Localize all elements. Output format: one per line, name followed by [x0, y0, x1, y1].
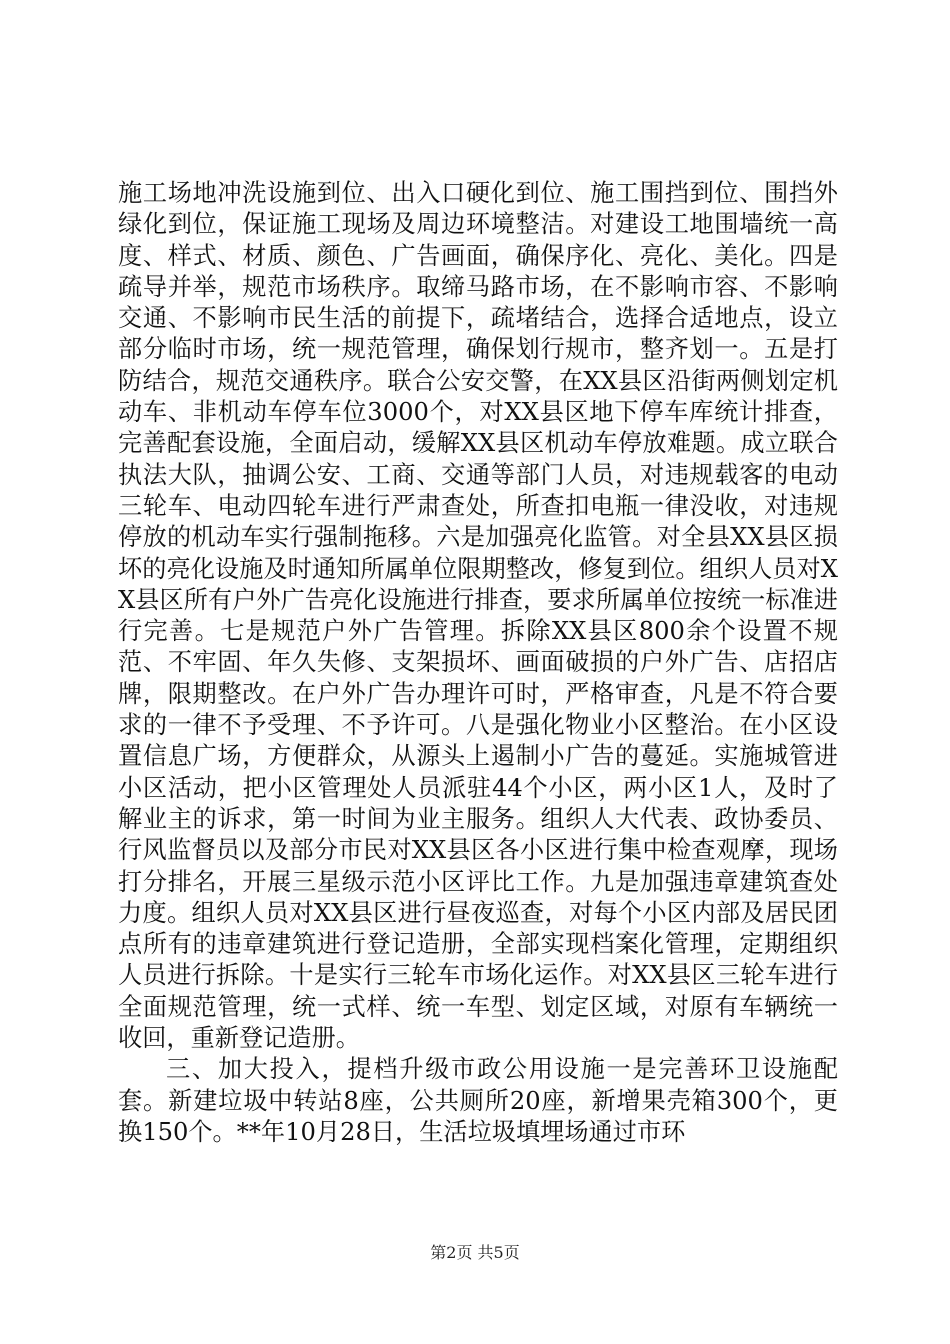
paragraph-section-three: 三、加大投入，提档升级市政公用设施一是完善环卫设施配套。新建垃圾中转站8座，公共厕所20座，新增果壳箱300个，更换150个。**年10月28日，生活垃圾填埋场通过市环: [118, 1055, 838, 1146]
page-number-label: 第2页 共5页: [430, 1243, 520, 1262]
paragraph-continued: 施工场地冲洗设施到位、出入口硬化到位、施工围挡到位、围挡外绿化到位，保证施工现场及周边环境整洁。对建设工地围墙统一高度、样式、材质、颜色、广告画面，确保序化、亮化、美化。四是疏导并举，规范市场秩序。取缔马路市场，在不影响市容、不影响交通、不影响市民生活的前提下，疏堵结合，选择合适地点，设立部分临时市场，统一规范管理，确保划行规市，整齐划一。五是打防结合，规范交通秩序。联合公安交警，在XX县区沿街两侧划定机动车、非机动车停车位3000个，对XX县区地下停车库统计排查，完善配套设施，全面启动，缓解XX县区机动车停放难题。成立联合执法大队，抽调公安、工商、交通等部门人员，对违规载客的电动三轮车、电动四轮车进行严肃查处，所查扣电瓶一律没收，对违规停放的机动车实行强制拖移。六是加强亮化监管。对全县XX县区损坏的亮化设施及时通知所属单位限期整改，修复到位。组织人员对XX县区所有户外广告亮化设施进行排查，要求所属单位按统一标准进行完善。七是规范户外广告管理。拆除XX县区800余个设置不规范、不牢固、年久失修、支架损坏、画面破损的户外广告、店招店牌，限期整改。在户外广告办理许可时，严格审查，凡是不符合要求的一律不予受理、不予许可。八是强化物业小区整治。在小区设置信息广场，方便群众，从源头上遏制小广告的蔓延。实施城管进小区活动，把小区管理处人员派驻44个小区，两小区1人，及时了解业主的诉求，第一时间为业主服务。组织人大代表、政协委员、行风监督员以及部分市民对XX县区各小区进行集中检查观摩，现场打分排名，开展三星级示范小区评比工作。九是加强违章建筑查处力度。组织人员对XX县区进行昼夜巡查，对每个小区内部及居民团点所有的违章建筑进行登记造册，全部实现档案化管理，定期组织人员进行拆除。十是实行三轮车市场化运作。对XX县区三轮车进行全面规范管理，统一式样、统一车型、划定区域，对原有车辆统一收回，重新登记造册。: [118, 179, 838, 1053]
page-footer: [0, 1243, 950, 1263]
document-body: [118, 178, 838, 1148]
